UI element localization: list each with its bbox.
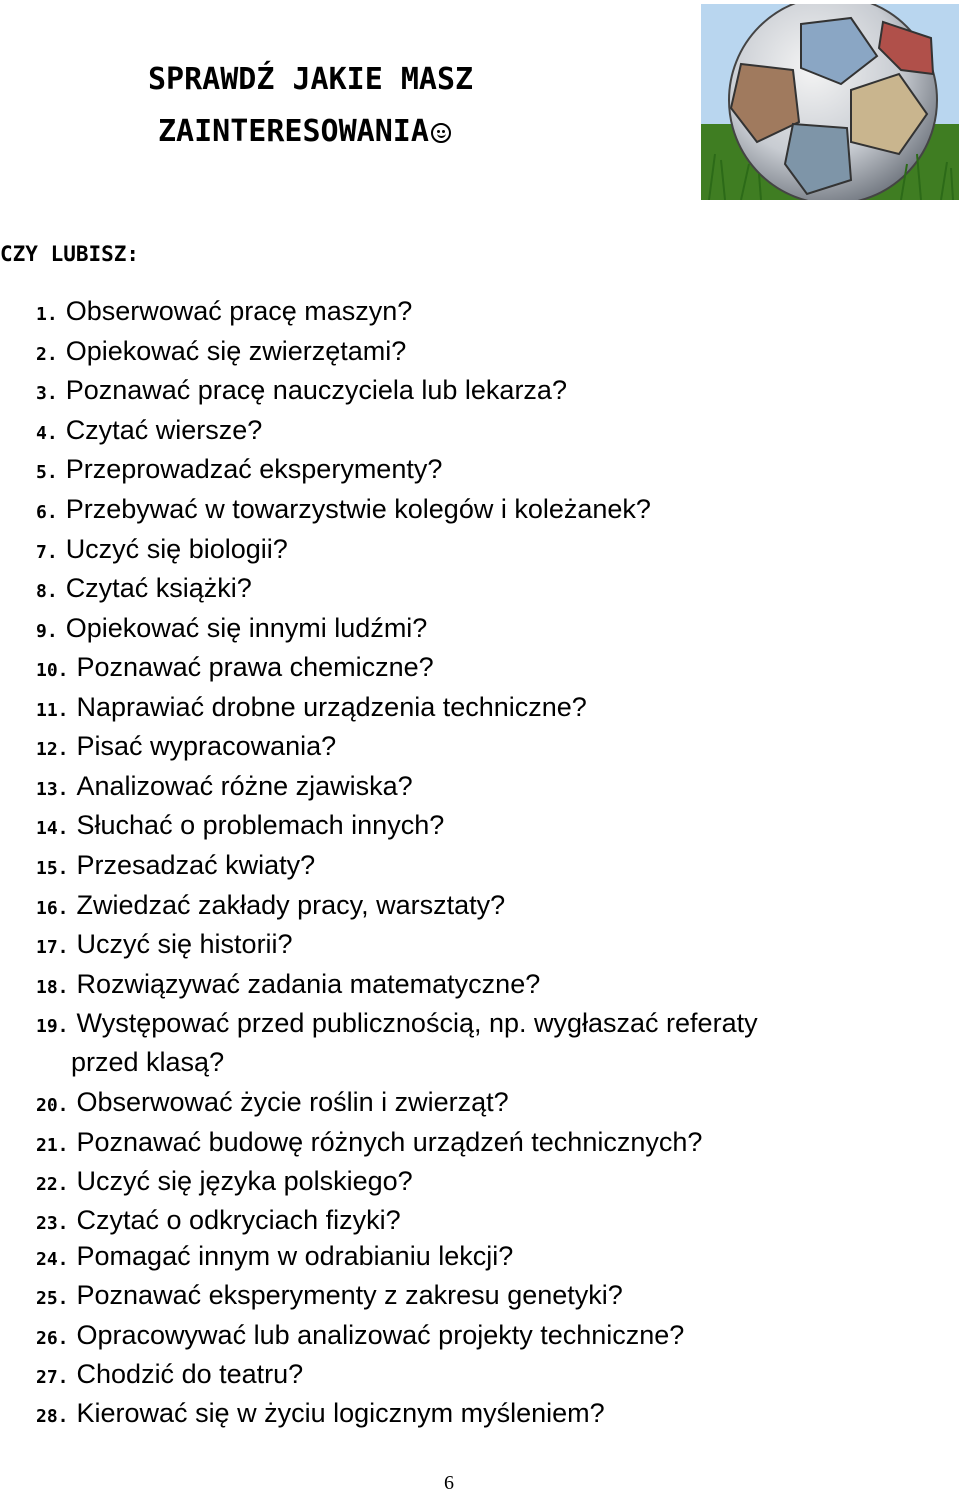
question-text: Zwiedzać zakłady pracy, warsztaty? <box>76 890 506 920</box>
question-text: Obserwować pracę maszyn? <box>65 296 413 326</box>
question-text: Uczyć się historii? <box>76 929 293 959</box>
question-number: 19. <box>36 1016 69 1037</box>
question-number: 7. <box>36 542 58 563</box>
question-item <box>36 336 406 370</box>
question-number: 5. <box>36 462 58 483</box>
question-text: Opracowywać lub analizować projekty techniczne? <box>76 1320 685 1350</box>
question-text: Naprawiać drobne urządzenia techniczne? <box>76 692 587 722</box>
question-number: 13. <box>36 779 69 800</box>
question-item <box>36 613 427 647</box>
question-item <box>36 573 252 607</box>
question-text: Uczyć się języka polskiego? <box>76 1166 413 1196</box>
football-icon <box>701 4 959 200</box>
question-item <box>36 1241 513 1275</box>
question-item <box>36 771 413 805</box>
smiley-icon <box>431 123 451 143</box>
football-photo <box>701 4 959 200</box>
question-number: 14. <box>36 818 69 839</box>
question-item <box>36 1127 702 1161</box>
question-text: Rozwiązywać zadania matematyczne? <box>76 969 541 999</box>
question-text: Występować przed publicznością, np. wygłaszać referaty <box>76 1008 758 1038</box>
question-item <box>36 296 412 330</box>
question-item <box>36 375 567 409</box>
question-number: 10. <box>36 660 69 681</box>
page-title-line-1: SPRAWDŹ JAKIE MASZ <box>148 62 474 97</box>
question-number: 2. <box>36 344 58 365</box>
question-number: 15. <box>36 858 69 879</box>
question-item <box>36 850 315 884</box>
question-text: Poznawać pracę nauczyciela lub lekarza? <box>65 375 567 405</box>
question-text: Przesadzać kwiaty? <box>76 850 316 880</box>
question-item <box>36 415 262 449</box>
question-text: Opiekować się innymi ludźmi? <box>65 613 428 643</box>
question-text: Kierować się w życiu logicznym myśleniem? <box>76 1398 605 1428</box>
question-item <box>36 652 434 686</box>
question-item <box>36 810 444 844</box>
question-item <box>36 494 651 528</box>
question-number: 3. <box>36 383 58 404</box>
question-text: Przebywać w towarzystwie kolegów i koleżanek? <box>65 494 651 524</box>
page-title-line-2 <box>158 114 558 149</box>
question-item <box>36 1398 605 1432</box>
question-number: 20. <box>36 1095 69 1116</box>
question-number: 9. <box>36 621 58 642</box>
question-number: 25. <box>36 1288 69 1309</box>
page-number: 6 <box>444 1472 454 1494</box>
question-item <box>36 1087 509 1121</box>
question-item <box>36 692 587 726</box>
question-item <box>36 731 336 765</box>
question-text: Chodzić do teatru? <box>76 1359 304 1389</box>
question-item <box>36 929 293 963</box>
question-item <box>36 890 505 924</box>
question-item <box>36 534 288 568</box>
question-text: Poznawać eksperymenty z zakresu genetyki? <box>76 1280 623 1310</box>
question-number: 11. <box>36 700 69 721</box>
question-text: Pisać wypracowania? <box>76 731 337 761</box>
question-number: 24. <box>36 1249 69 1270</box>
question-number: 27. <box>36 1367 69 1388</box>
question-number: 28. <box>36 1406 69 1427</box>
question-text: Przeprowadzać eksperymenty? <box>65 454 443 484</box>
question-text: Poznawać prawa chemiczne? <box>76 652 434 682</box>
question-number: 16. <box>36 898 69 919</box>
question-text: Czytać książki? <box>65 573 252 603</box>
question-text: Obserwować życie roślin i zwierząt? <box>76 1087 509 1117</box>
question-number: 8. <box>36 581 58 602</box>
question-number: 26. <box>36 1328 69 1349</box>
question-text: Czytać wiersze? <box>65 415 263 445</box>
question-text: Analizować różne zjawiska? <box>76 771 413 801</box>
question-number: 12. <box>36 739 69 760</box>
question-number: 4. <box>36 423 58 444</box>
question-item <box>36 1280 623 1314</box>
question-text: Słuchać o problemach innych? <box>76 810 445 840</box>
question-number: 18. <box>36 977 69 998</box>
question-item <box>36 1166 413 1200</box>
question-number: 1. <box>36 304 58 325</box>
question-text: Uczyć się biologii? <box>65 534 288 564</box>
question-heading: CZY LUBISZ: <box>0 242 140 266</box>
question-text-continuation: przed klasą? <box>71 1047 225 1077</box>
question-item <box>36 1320 684 1354</box>
question-number: 21. <box>36 1135 69 1156</box>
question-item <box>36 454 442 488</box>
question-number: 6. <box>36 502 58 523</box>
question-item <box>36 1205 401 1239</box>
question-text: Czytać o odkryciach fizyki? <box>76 1205 401 1235</box>
question-text: Opiekować się zwierzętami? <box>65 336 407 366</box>
question-item <box>36 1359 303 1393</box>
title-line-2-text: ZAINTERESOWANIA <box>158 114 429 149</box>
question-text: Pomagać innym w odrabianiu lekcji? <box>76 1241 514 1271</box>
question-number: 17. <box>36 937 69 958</box>
question-number: 22. <box>36 1174 69 1195</box>
question-number: 23. <box>36 1213 69 1234</box>
question-text: Poznawać budowę różnych urządzeń technicznych? <box>76 1127 703 1157</box>
question-item <box>36 969 540 1003</box>
question-item <box>36 1008 758 1042</box>
